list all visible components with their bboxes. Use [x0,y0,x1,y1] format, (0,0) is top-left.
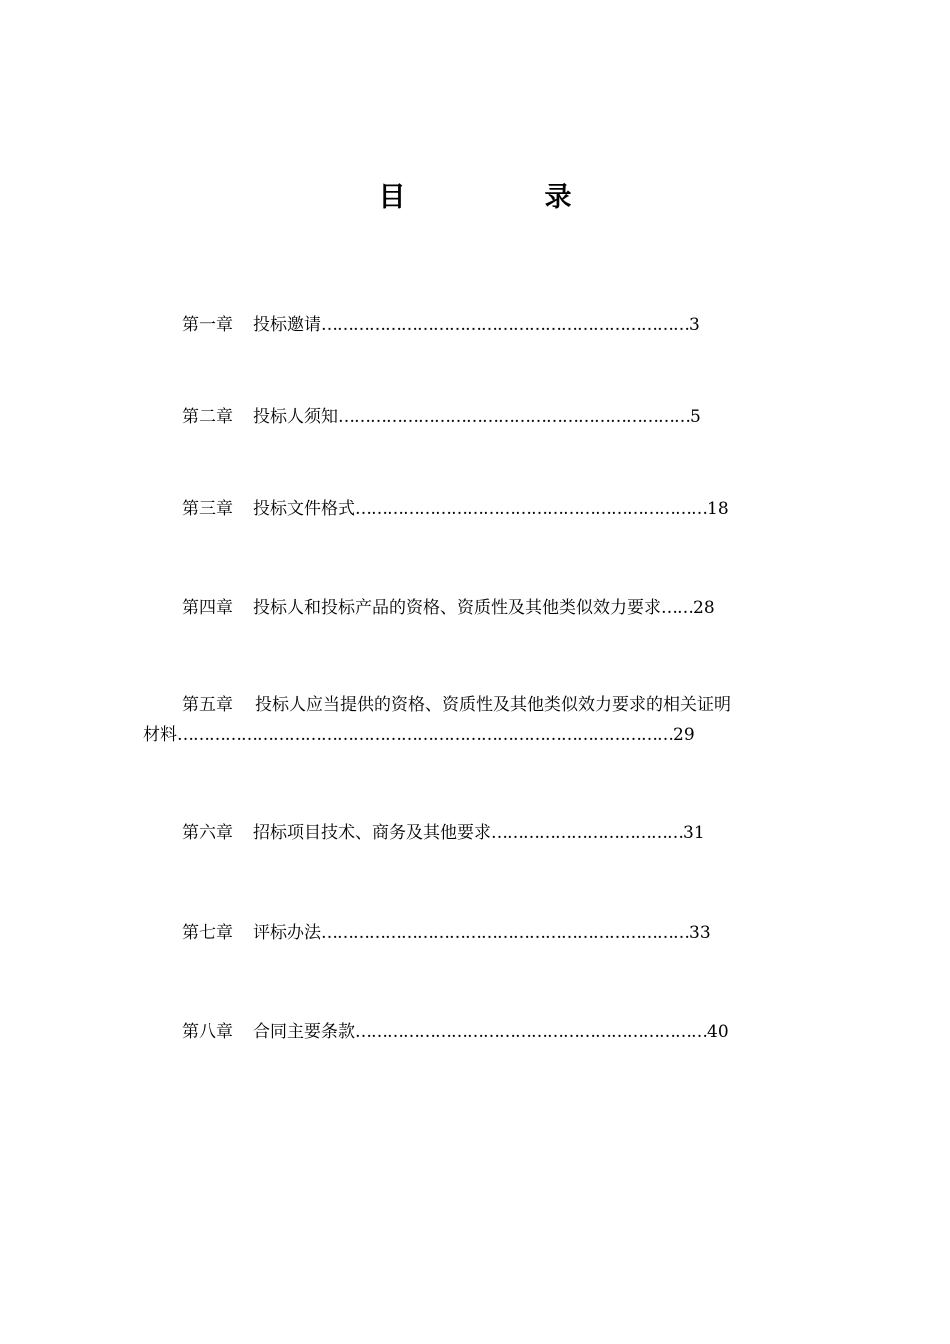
toc-entry-line-1 [143,690,813,720]
toc-page-number: 29 [673,725,695,745]
toc-chapter-number: 第二章 [182,407,233,427]
toc-chapter-number: 第四章 [182,598,233,618]
toc-leader-dots: ………………………………………………………………………………… [177,725,673,745]
toc-leader-dots: …… [661,598,693,618]
toc-chapter-number: 第八章 [182,1022,233,1042]
toc-entry-chapter-2[interactable] [182,404,701,430]
toc-leader-dots: …………………………………………………………… [321,315,689,335]
toc-chapter-title: 评标办法 [253,923,321,943]
toc-chapter-title: 投标人和投标产品的资格、资质性及其他类似效力要求 [253,598,661,618]
toc-entry-chapter-5[interactable] [143,690,813,750]
toc-chapter-title: 投标人应当提供的资格、资质性及其他类似效力要求的相关证明 [255,695,731,715]
toc-leader-dots: ………………………………………………………… [355,499,707,519]
toc-page-number: 18 [707,499,729,519]
toc-chapter-title: 投标邀请 [253,315,321,335]
toc-chapter-title-continued: 材料 [143,725,177,745]
toc-entry-chapter-4[interactable] [182,595,715,621]
toc-chapter-number: 第七章 [182,923,233,943]
toc-page-number: 28 [693,598,715,618]
toc-entry-chapter-6[interactable] [182,820,705,846]
toc-entry-chapter-7[interactable] [182,920,711,946]
toc-page-number: 31 [683,823,705,843]
toc-chapter-title: 投标人须知 [253,407,338,427]
toc-leader-dots: ………………………………………………………… [338,407,690,427]
toc-entry-chapter-1[interactable] [182,312,700,338]
toc-chapter-number: 第五章 [182,695,233,715]
toc-chapter-title: 合同主要条款 [253,1022,355,1042]
toc-leader-dots: …………………………………………………………… [321,923,689,943]
toc-chapter-number: 第六章 [182,823,233,843]
toc-leader-dots: ……………………………… [491,823,683,843]
toc-entry-line-2 [143,720,813,750]
toc-page-number: 40 [707,1022,729,1042]
toc-leader-dots: ………………………………………………………… [355,1022,707,1042]
toc-entry-chapter-3[interactable] [182,496,729,522]
toc-entry-chapter-8[interactable] [182,1019,729,1045]
toc-chapter-number: 第一章 [182,315,233,335]
toc-chapter-title: 招标项目技术、商务及其他要求 [253,823,491,843]
toc-chapter-title: 投标文件格式 [253,499,355,519]
toc-page-number: 33 [689,923,711,943]
toc-page-number: 3 [689,315,700,335]
toc-chapter-number: 第三章 [182,499,233,519]
toc-title: 目 录 [378,182,628,213]
toc-page-number: 5 [690,407,701,427]
